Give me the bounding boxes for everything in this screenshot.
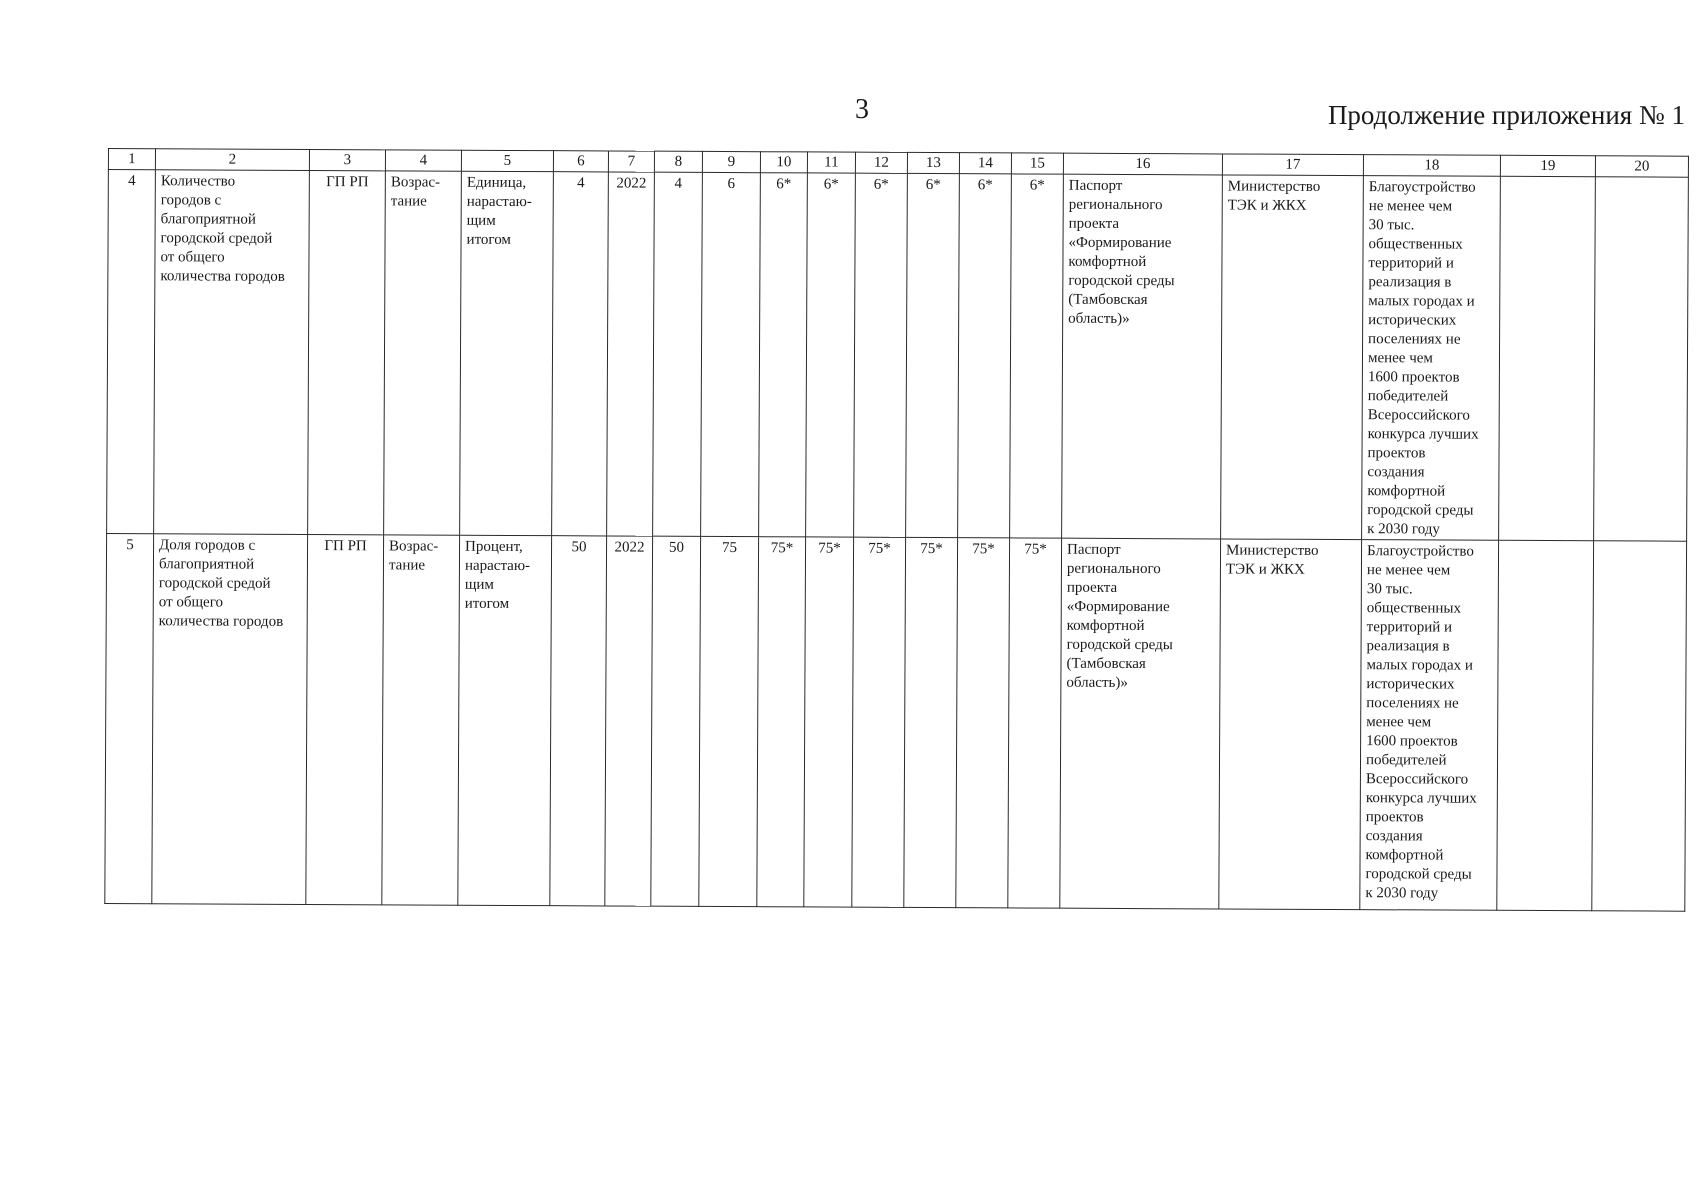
column-header: 20 — [1595, 156, 1688, 177]
responsible-cell: Министерство ТЭК и ЖКХ — [1221, 175, 1364, 540]
value-cell: 50 — [651, 536, 701, 906]
responsible-cell: Министерство ТЭК и ЖКХ — [1219, 539, 1362, 910]
value-cell: 6* — [806, 173, 856, 537]
value-cell: 6 — [701, 172, 761, 536]
value-cell: 75* — [852, 537, 906, 907]
base-year-cell: 2022 — [605, 536, 653, 906]
base-value-cell: 4 — [552, 172, 609, 536]
table-row — [105, 533, 1687, 911]
value-cell: 75* — [1008, 538, 1062, 908]
appendix-title: Продолжение приложения № 1 — [1327, 100, 1685, 130]
indicator-table — [104, 148, 1689, 912]
column-header: 9 — [702, 151, 760, 172]
indicator-name-cell: Доля городов с благоприятной городской средой от общего количества городов — [152, 534, 308, 905]
column-header: 1 — [108, 149, 155, 170]
base-value-cell: 50 — [550, 536, 607, 906]
value-cell: 75* — [804, 537, 854, 907]
indicator-level-cell: ГП РП — [308, 170, 386, 534]
column-header: 17 — [1222, 154, 1363, 176]
value-cell: 6* — [958, 174, 1012, 538]
empty-cell — [1592, 541, 1687, 911]
trend-cell: Возрас- тание — [382, 535, 460, 905]
value-cell: 75 — [699, 536, 759, 906]
document-cell: Паспорт регионального проекта «Формирование комфортной городской среды (Тамбовская область)» — [1060, 538, 1221, 909]
value-cell: 75* — [956, 538, 1010, 908]
column-header: 6 — [553, 151, 608, 172]
empty-cell — [1497, 540, 1594, 910]
empty-cell — [1499, 176, 1596, 540]
national-goal-cell: Благоустройство не менее чем 30 тыс. общественных территорий и реализация в малых городах и исторических поселениях не менее чем 1600 проектов победителей Всероссийского конкурса лучших проектов создания комфортной городской среды к 2030 году — [1360, 540, 1499, 911]
unit-cell: Процент, нарастаю- щим итогом — [458, 535, 552, 905]
value-cell: 6* — [759, 173, 808, 537]
column-header: 10 — [760, 152, 807, 173]
column-header: 16 — [1063, 153, 1222, 175]
indicator-level-cell: ГП РП — [306, 534, 384, 904]
indicator-table-container — [104, 148, 1688, 912]
column-header: 14 — [959, 153, 1011, 174]
value-cell: 6* — [906, 173, 960, 537]
value-cell: 6* — [1010, 174, 1064, 538]
value-cell: 75* — [757, 537, 806, 907]
empty-cell — [1594, 177, 1689, 541]
indicator-name-cell: Количество городов с благоприятной городской средой от общего количества городов — [154, 170, 310, 535]
value-cell: 75* — [904, 537, 958, 907]
base-year-cell: 2022 — [607, 172, 655, 536]
unit-cell: Единица, нарастаю- щим итогом — [460, 171, 554, 535]
value-cell: 6* — [854, 173, 908, 537]
row-number-cell: 5 — [105, 533, 154, 903]
national-goal-cell: Благоустройство не менее чем 30 тыс. общественных территорий и реализация в малых городах и исторических поселениях не менее чем 1600 проектов победителей Всероссийского конкурса лучших проектов создания комфортной городской среды к 2030 году — [1362, 176, 1501, 541]
table-row — [107, 170, 1689, 542]
page-number: 3 — [855, 94, 869, 125]
column-header: 2 — [155, 149, 309, 171]
document-cell: Паспорт регионального проекта «Формирование комфортной городской среды (Тамбовская область)» — [1062, 174, 1223, 539]
column-header: 7 — [608, 151, 654, 172]
column-header: 8 — [654, 151, 702, 172]
column-header: 15 — [1011, 153, 1063, 174]
column-header: 5 — [461, 150, 553, 171]
column-header: 18 — [1363, 155, 1500, 177]
value-cell: 4 — [653, 172, 703, 536]
column-header: 12 — [855, 152, 907, 173]
trend-cell: Возрас- тание — [384, 171, 462, 535]
column-header: 11 — [807, 152, 855, 173]
row-number-cell: 4 — [107, 170, 156, 534]
column-header: 4 — [385, 150, 461, 171]
column-header: 13 — [907, 152, 959, 173]
column-header: 19 — [1500, 155, 1595, 176]
column-header: 3 — [309, 149, 385, 170]
